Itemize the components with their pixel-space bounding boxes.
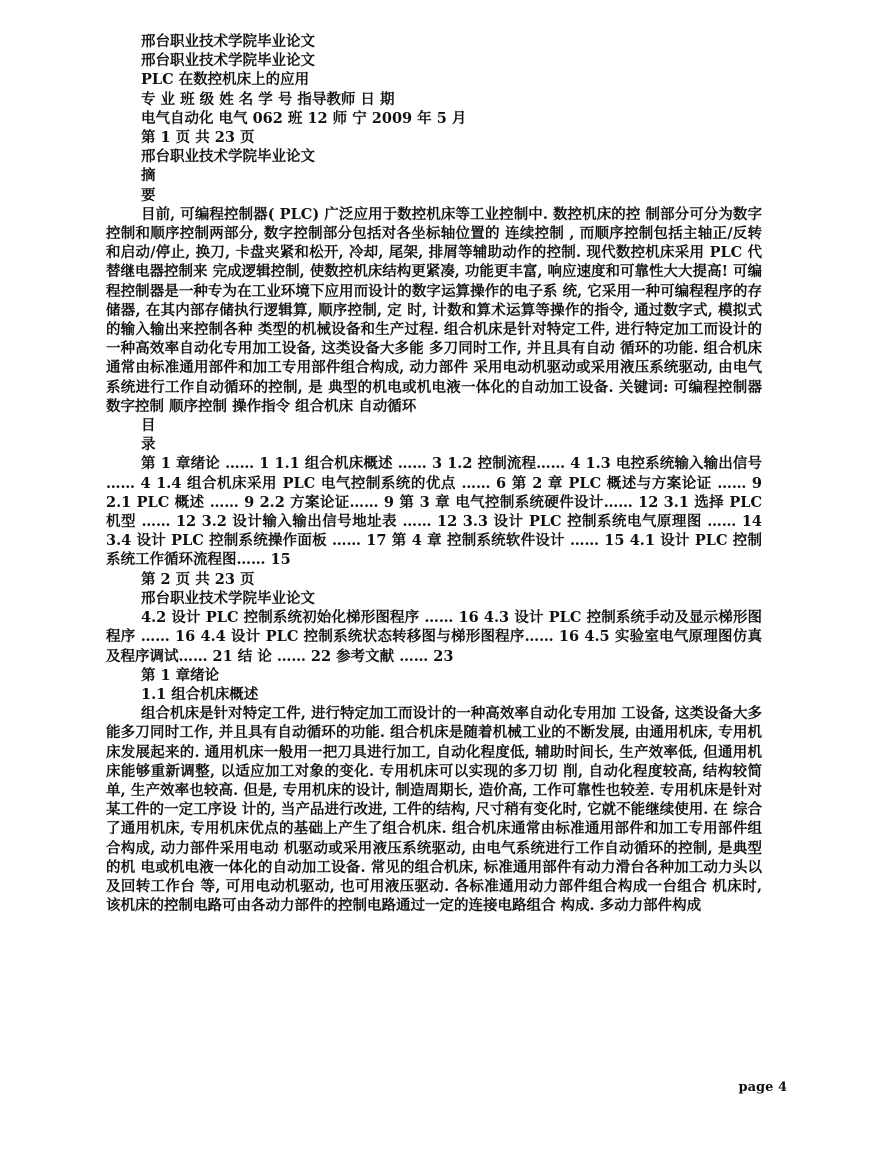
thesis-title: PLC 在数控机床上的应用 [141,71,310,89]
school-header-1: 邢台职业技术学院毕业论文 [141,33,315,50]
info-fields: 专 业 班 级 姓 名 学 号 指导教师 日 期 [141,90,395,108]
toc-body-1: 第 1 章绪论 …… 1 1.1 组合机床概述 …… 3 1.2 控制流程…… 4 1.3 电控系统输入输出信号 …… 4 1.4 组合机床采用 PLC 电气控制系统的优点 …… 6 第 2 章 PLC 概述与方案论证 …… 9 2.1 PLC 概述 …… 9 2.2 方案论证…… 9 第 3 章 电气控制系统硬件设计…… 12 3.1 选择 PLC 机型 …… 12 3.2 设计输入输出信号地址表 …… 12 3.3 设计 PLC 控制系统电气原理图 …… 14 3.4 设计 PLC 控制系统操作面板 …… 17 第 4 章 控制系统软件设计 …… 15 4.1 设计 PLC 控制系统工作循环流程图…… 15 [106,455,762,569]
abstract-heading-2: 要 [141,186,156,204]
chapter-body: 组合机床是针对特定工件, 进行特定加工而设计的一种高效率自动化专用加 工设备, 这类设备大多能多刀同时工作, 并且具有自动循环的功能. 组合机床是随着机械工业的不断发展, 由通用机床, 专用机床发展起来的. 通用机床一般用一把刀具进行加工, 自动化程度低, 辅助时间长, 生产效率低, 但通用机床能够重新调整, 以适应加工对象的变化. 专用机床可以实现的多刀切 削, 自动化程度较高, 结构较简单, 生产效率也较高. 但是, 专用机床的设计, 制造周期长, 造价高, 工作可靠性也较差. 专用机床是针对某工件的一定工序设 计的, 当产品进行改进, 工件的结构, 尺寸稍有变化时, 它就不能继续使用. 在 综合了通用机床, 专用机床优点的基础上产生了组合机床. 组合机床通常由标准通用部件和加工专用部件组合构成, 动力部件采用电动 机驱动或采用液压系统驱动, 由电气系统进行工作自动循环的控制, 是典型的机 电或机电液一体化的自动加工设备. 常见的组合机床, 标准通用部件有动力滑台各种加工动力头以及回转工作台 等, 可用电动机驱动, 也可用液压驱动. 各标准通用动力部件组合构成一台组合 机床时, 该机床的控制电路可由各动力部件的控制电路通过一定的连接电路组合 构成. 多动力部件构成 [106,705,762,915]
page-counter-1: 第 1 页 共 23 页 [141,129,255,147]
section-title: 1.1 组合机床概述 [141,685,259,703]
document-page [106,32,762,915]
abstract-heading-1: 摘 [141,167,156,185]
abstract-body: 目前, 可编程控制器( PLC) 广泛应用于数控机床等工业控制中. 数控机床的控 制部分可分为数字控制和顺序控制两部分, 数字控制部分包括对各坐标轴位置的 连续控制 , 而顺序控制包括主轴正/反转和启动/停止, 换刀, 卡盘夹紧和松开, 冷却, 尾架, 排屑等辅助动作的控制. 现代数控机床采用 PLC 代替继电器控制来 完成逻辑控制, 使数控机床结构更紧凑, 功能更丰富, 响应速度和可靠性大大提高! 可编程控制器是一种专为在工业环境下应用而设计的数字运算操作的电子系 统, 它采用一种可编程程序的存储器, 在其内部存储执行逻辑算, 顺序控制, 定 时, 计数和算术运算等操作的指令, 通过数字式, 模拟式的输入输出来控制各种 类型的机械设备和生产过程. 组合机床是针对特定工件, 进行特定加工而设计的 一种高效率自动化专用加工设备, 这类设备大多能 多刀同时工作, 并且具有自动 循环的功能. 组合机床通常由标准通用部件和加工专用部件组合构成, 动力部件 采用电动机驱动或采用液压系统驱动, 由电气系统进行工作自动循环的控制, 是 典型的机电或机电液一体化的自动加工设备. 关键词: 可编程控制器 数字控制 顺序控制 操作指令 组合机床 自动循环 [106,205,762,415]
info-values: 电气自动化 电气 062 班 12 师 宁 2009 年 5 月 [141,109,467,127]
toc-heading-2: 录 [141,436,156,454]
toc-heading-1: 目 [141,417,156,435]
page-number: page 4 [738,1080,787,1095]
chapter-title: 第 1 章绪论 [141,666,220,684]
toc-body-2: 4.2 设计 PLC 控制系统初始化梯形图程序 …… 16 4.3 设计 PLC 控制系统手动及显示梯形图程序 …… 16 4.4 设计 PLC 控制系统状态转移图与梯形图程序…… 16 4.5 实验室电气原理图仿真及程序调试…… 21 结 论 …… 22 参考文献 …… 23 [106,609,762,665]
school-header-2: 邢台职业技术学院毕业论文 [141,52,315,70]
page-counter-2: 第 2 页 共 23 页 [141,570,255,588]
school-header-3: 邢台职业技术学院毕业论文 [141,148,315,166]
school-header-4: 邢台职业技术学院毕业论文 [141,589,315,607]
